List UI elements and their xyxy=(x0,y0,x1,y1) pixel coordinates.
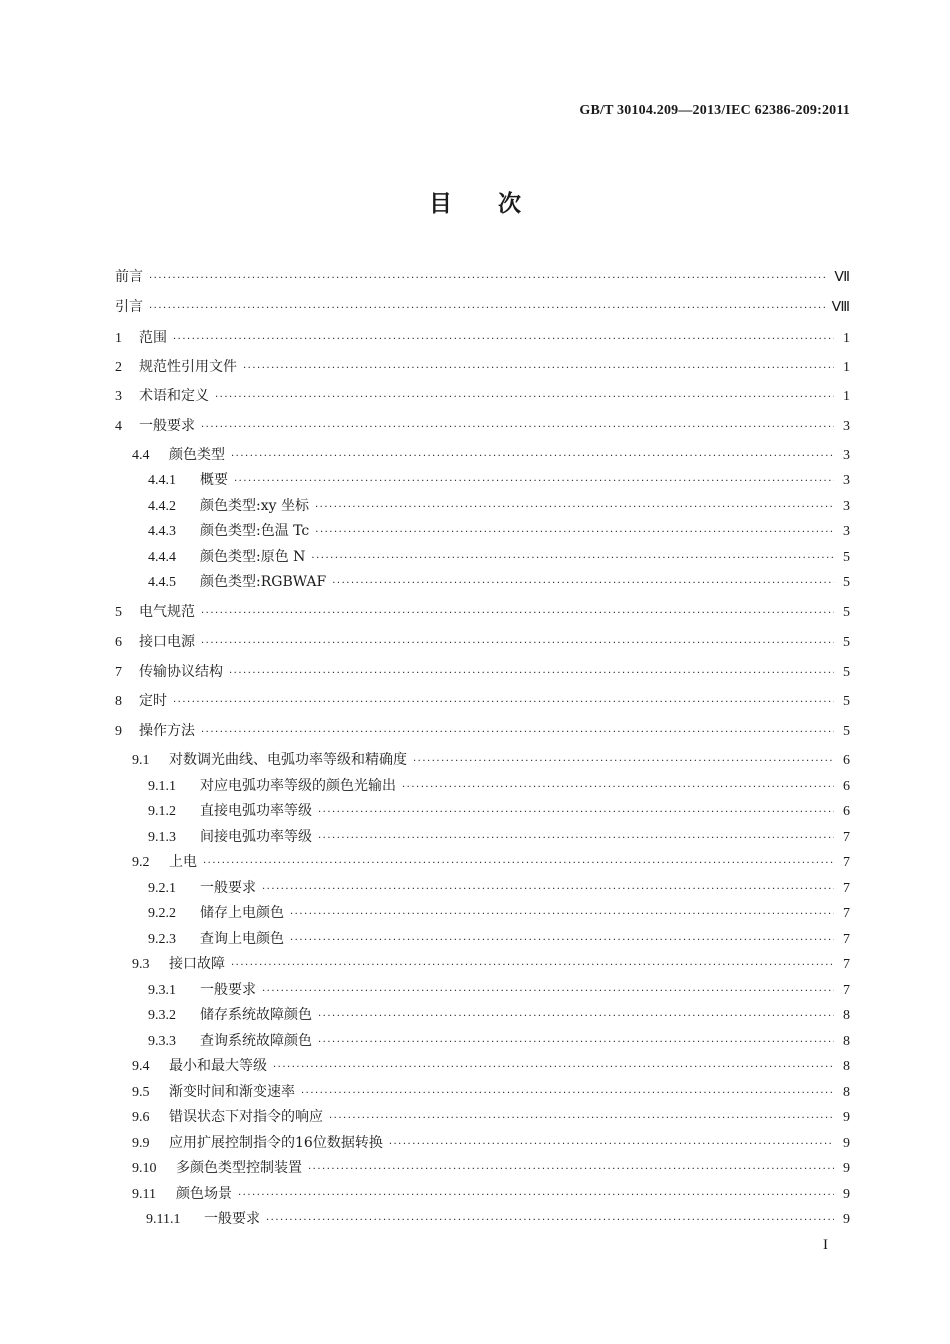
toc-entry-number: 9.11.1 xyxy=(146,1212,181,1227)
toc-entry-label: 颜色类型:RGBWAF xyxy=(200,574,327,590)
toc-entry-page: 8 xyxy=(843,1034,850,1049)
dot-leader xyxy=(332,575,834,593)
dot-leader xyxy=(201,724,834,742)
dot-leader xyxy=(318,830,834,848)
toc-entry-label: 应用扩展控制指令的16位数据转换 xyxy=(169,1135,383,1151)
toc-entry[interactable] xyxy=(148,879,850,897)
dot-leader xyxy=(290,932,834,950)
toc-entry[interactable] xyxy=(148,573,850,591)
dot-leader xyxy=(201,419,834,437)
toc-entry-number: 9.3.2 xyxy=(148,1008,176,1023)
page-title: 目次 xyxy=(429,191,567,217)
toc-entry-label: 颜色场景 xyxy=(176,1186,232,1202)
toc-entry-page: 3 xyxy=(843,499,850,514)
toc-entry-label: 颜色类型:原色 N xyxy=(200,549,306,565)
page-number: I xyxy=(823,1237,828,1253)
dot-leader xyxy=(318,1008,834,1026)
toc-entry-label: 颜色类型 xyxy=(169,447,225,463)
toc-entry-label: 查询上电颜色 xyxy=(200,931,284,947)
toc-entry[interactable] xyxy=(148,981,850,999)
toc-entry-label: 多颜色类型控制装置 xyxy=(176,1160,302,1176)
toc-entry[interactable] xyxy=(115,417,850,435)
toc-entry-number: 4.4.2 xyxy=(148,499,176,514)
toc-entry[interactable] xyxy=(132,1159,850,1177)
toc-entry[interactable] xyxy=(115,633,850,651)
toc-entry[interactable] xyxy=(132,853,850,871)
toc-entry-page: 9 xyxy=(843,1212,850,1227)
toc-entry-label: 电气规范 xyxy=(139,604,195,620)
toc-entry[interactable] xyxy=(148,828,850,846)
toc-entry-page: 6 xyxy=(843,753,850,768)
toc-entry-number: 9.11 xyxy=(132,1187,156,1202)
toc-entry[interactable] xyxy=(115,298,850,316)
toc-entry-label: 一般要求 xyxy=(204,1211,260,1227)
toc-entry[interactable] xyxy=(148,548,850,566)
dot-leader xyxy=(243,360,834,378)
toc-entry-page: 5 xyxy=(843,665,850,680)
dot-leader xyxy=(229,665,834,683)
toc-entry-page: 1 xyxy=(843,360,850,375)
toc-entry-page: Ⅶ xyxy=(834,270,850,285)
toc-entry[interactable] xyxy=(132,446,850,464)
toc-entry-number: 7 xyxy=(115,665,122,680)
dot-leader xyxy=(201,635,834,653)
toc-entry-page: 5 xyxy=(843,605,850,620)
toc-entry-label: 接口电源 xyxy=(139,634,195,650)
toc-entry-label: 储存系统故障颜色 xyxy=(200,1007,312,1023)
toc-entry-number: 1 xyxy=(115,331,122,346)
toc-entry-page: 1 xyxy=(843,331,850,346)
toc-entry-number: 4.4.4 xyxy=(148,550,176,565)
toc-entry-label: 一般要求 xyxy=(200,880,256,896)
toc-entry-label: 规范性引用文件 xyxy=(139,359,237,375)
toc-entry-label: 一般要求 xyxy=(200,982,256,998)
toc-entry[interactable] xyxy=(148,802,850,820)
toc-entry-number: 9.10 xyxy=(132,1161,157,1176)
toc-entry-number: 9.6 xyxy=(132,1110,150,1125)
toc-entry-page: 9 xyxy=(843,1187,850,1202)
toc-entry-page: 8 xyxy=(843,1008,850,1023)
toc-entry-number: 9.4 xyxy=(132,1059,150,1074)
toc-entry[interactable] xyxy=(115,268,850,286)
dot-leader xyxy=(273,1059,834,1077)
toc-entry-page: 7 xyxy=(843,906,850,921)
toc-entry[interactable] xyxy=(132,1057,850,1075)
toc-entry-number: 9.1.2 xyxy=(148,804,176,819)
toc-entry-label: 前言 xyxy=(115,269,143,285)
toc-entry[interactable] xyxy=(148,904,850,922)
dot-leader xyxy=(266,1212,834,1230)
toc-entry-label: 查询系统故障颜色 xyxy=(200,1033,312,1049)
toc-entry-number: 9.2 xyxy=(132,855,150,870)
toc-entry-page: 7 xyxy=(843,932,850,947)
toc-entry-number: 9.2.1 xyxy=(148,881,176,896)
toc-entry-label: 引言 xyxy=(115,299,143,315)
toc-entry[interactable] xyxy=(115,387,850,405)
dot-leader xyxy=(231,448,834,466)
toc-entry-page: 3 xyxy=(843,473,850,488)
toc-entry-page: Ⅷ xyxy=(831,300,850,315)
toc-entry-page: 7 xyxy=(843,830,850,845)
toc-entry-page: 7 xyxy=(843,855,850,870)
toc-entry-page: 7 xyxy=(843,957,850,972)
toc-entry-label: 错误状态下对指令的响应 xyxy=(169,1109,323,1125)
toc-entry-page: 6 xyxy=(843,779,850,794)
dot-leader xyxy=(149,270,828,288)
toc-entry[interactable] xyxy=(148,1032,850,1050)
toc-entry[interactable] xyxy=(132,1134,850,1152)
toc-entry[interactable] xyxy=(148,930,850,948)
toc-entry[interactable] xyxy=(132,1083,850,1101)
toc-entry-label: 术语和定义 xyxy=(139,388,209,404)
toc-entry-page: 5 xyxy=(843,635,850,650)
dot-leader xyxy=(203,855,834,873)
toc-entry[interactable] xyxy=(115,603,850,621)
toc-entry-label: 上电 xyxy=(169,854,197,870)
toc-entry-label: 一般要求 xyxy=(139,418,195,434)
toc-entry[interactable] xyxy=(132,1185,850,1203)
toc-entry-number: 4.4.3 xyxy=(148,524,176,539)
toc-entry-number: 3 xyxy=(115,389,122,404)
toc-entry-label: 操作方法 xyxy=(139,723,195,739)
dot-leader xyxy=(318,1034,834,1052)
dot-leader xyxy=(149,300,826,318)
dot-leader xyxy=(201,605,834,623)
toc-entry-page: 5 xyxy=(843,575,850,590)
toc-entry-label: 概要 xyxy=(200,472,228,488)
toc-entry[interactable] xyxy=(148,471,850,489)
toc-entry[interactable] xyxy=(115,692,850,710)
dot-leader xyxy=(231,957,834,975)
toc-entry-number: 8 xyxy=(115,694,122,709)
toc-entry[interactable] xyxy=(115,663,850,681)
dot-leader xyxy=(290,906,834,924)
toc-entry[interactable] xyxy=(148,777,850,795)
toc-entry-page: 7 xyxy=(843,983,850,998)
dot-leader xyxy=(329,1110,834,1128)
toc-entry-label: 定时 xyxy=(139,693,167,709)
toc-entry[interactable] xyxy=(132,1108,850,1126)
toc-entry-number: 4.4.1 xyxy=(148,473,176,488)
dot-leader xyxy=(308,1161,834,1179)
toc-entry-number: 9.1.1 xyxy=(148,779,176,794)
toc-entry-number: 9.5 xyxy=(132,1085,150,1100)
toc-entry-number: 9.1.3 xyxy=(148,830,176,845)
toc-entry[interactable] xyxy=(148,497,850,515)
toc-entry-label: 渐变时间和渐变速率 xyxy=(169,1084,295,1100)
dot-leader xyxy=(413,753,834,771)
toc-entry-page: 9 xyxy=(843,1110,850,1125)
dot-leader xyxy=(402,779,834,797)
dot-leader xyxy=(173,331,834,349)
toc-entry-label: 范围 xyxy=(139,330,167,346)
standard-code: GB/T 30104.209—2013/IEC 62386-209:2011 xyxy=(579,103,850,118)
dot-leader xyxy=(301,1085,834,1103)
dot-leader xyxy=(173,694,834,712)
dot-leader xyxy=(215,389,834,407)
toc-entry-number: 4.4.5 xyxy=(148,575,176,590)
toc-entry[interactable] xyxy=(148,1006,850,1024)
toc-entry-number: 9.9 xyxy=(132,1136,150,1151)
toc-entry-page: 3 xyxy=(843,419,850,434)
dot-leader xyxy=(389,1136,834,1154)
toc-entry-label: 颜色类型:xy 坐标 xyxy=(200,498,309,514)
toc-entry-number: 9.3 xyxy=(132,957,150,972)
toc-entry-label: 对数调光曲线、电弧功率等级和精确度 xyxy=(169,752,407,768)
dot-leader xyxy=(315,524,834,542)
toc-entry[interactable] xyxy=(115,722,850,740)
dot-leader xyxy=(238,1187,834,1205)
toc-entry-page: 5 xyxy=(843,550,850,565)
toc-entry-label: 最小和最大等级 xyxy=(169,1058,267,1074)
dot-leader xyxy=(234,473,834,491)
toc-entry-page: 8 xyxy=(843,1085,850,1100)
toc-entry-number: 9.3.1 xyxy=(148,983,176,998)
toc-entry-label: 对应电弧功率等级的颜色光输出 xyxy=(200,778,396,794)
toc-entry-page: 9 xyxy=(843,1161,850,1176)
toc-entry[interactable] xyxy=(115,358,850,376)
toc-entry-page: 3 xyxy=(843,524,850,539)
toc-entry[interactable] xyxy=(132,955,850,973)
toc-entry-label: 储存上电颜色 xyxy=(200,905,284,921)
toc-entry-number: 9.2.2 xyxy=(148,906,176,921)
toc-entry-page: 8 xyxy=(843,1059,850,1074)
toc-entry[interactable] xyxy=(146,1210,850,1228)
dot-leader xyxy=(311,550,834,568)
toc-entry[interactable] xyxy=(148,522,850,540)
toc-entry[interactable] xyxy=(132,751,850,769)
toc-entry-number: 4.4 xyxy=(132,448,150,463)
toc-entry-number: 9 xyxy=(115,724,122,739)
dot-leader xyxy=(315,499,834,517)
toc-entry-number: 4 xyxy=(115,419,122,434)
toc-entry-label: 接口故障 xyxy=(169,956,225,972)
toc-entry-page: 9 xyxy=(843,1136,850,1151)
toc-entry-page: 5 xyxy=(843,724,850,739)
toc-entry-number: 2 xyxy=(115,360,122,375)
toc-entry-label: 传输协议结构 xyxy=(139,664,223,680)
toc-entry-page: 3 xyxy=(843,448,850,463)
dot-leader xyxy=(262,983,834,1001)
dot-leader xyxy=(262,881,834,899)
toc-entry-label: 颜色类型:色温 Tc xyxy=(200,523,310,539)
toc-entry[interactable] xyxy=(115,329,850,347)
toc-entry-number: 6 xyxy=(115,635,122,650)
toc-entry-label: 直接电弧功率等级 xyxy=(200,803,312,819)
dot-leader xyxy=(318,804,834,822)
toc-entry-page: 7 xyxy=(843,881,850,896)
toc-entry-number: 9.1 xyxy=(132,753,150,768)
toc-entry-page: 5 xyxy=(843,694,850,709)
toc-entry-number: 9.3.3 xyxy=(148,1034,176,1049)
toc-entry-page: 1 xyxy=(843,389,850,404)
toc-entry-label: 间接电弧功率等级 xyxy=(200,829,312,845)
toc-entry-page: 6 xyxy=(843,804,850,819)
toc-entry-number: 5 xyxy=(115,605,122,620)
toc-entry-number: 9.2.3 xyxy=(148,932,176,947)
